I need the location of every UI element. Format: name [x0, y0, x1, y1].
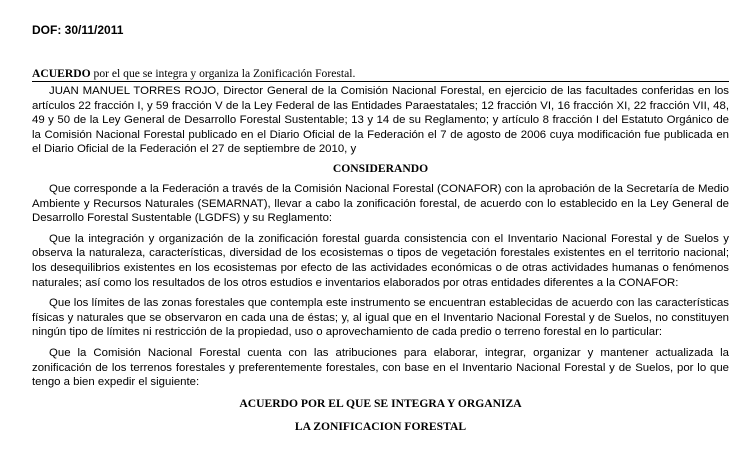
acuerdo-heading-line-1: ACUERDO POR EL QUE SE INTEGRA Y ORGANIZA [239, 396, 522, 410]
considerando-paragraph-2: Que la integración y organización de la zonificación forestal guarda consistencia con el Inventario Nacional Forestal y de Suelos y observa la naturaleza, características, diversidad de los ecosistemas o tipos de vegetación forestales existentes en el territorio nacional; los desequilibrios existentes en los ecosistemas por efecto de las actividades económicas o de otras actividades humanas o fenómenos naturales; así como los resultados de los otros estudios e inventarios elaborados por otras entidades diferentes a la CONAFOR: [32, 232, 729, 289]
intro-paragraph: JUAN MANUEL TORRES ROJO, Director General de la Comisión Nacional Forestal, en ejercicio de las facultades conferidas en los artículos 22 fracción I, y 59 fracción V de la Ley Federal de las Entidades Paraestatales; 12 fracción VI, 16 fracción XI, 22 fracción VII, 48, 49 y 50 de la Ley General de Desarrollo Forestal Sustentable; 13 y 14 de su Reglamento; y artículo 8 fracción I del Estatuto Orgánico de la Comisión Nacional Forestal publicado en el Diario Oficial de la Federación el 7 de agosto de 2006 cuya modificación fue publicada en el Diario Oficial de la Federación el 27 de septiembre de 2010, y [32, 85, 729, 156]
document-title [32, 67, 729, 82]
considerando-heading: CONSIDERANDO [332, 161, 429, 175]
document-title-bold: ACUERDO [32, 67, 91, 80]
considerando-paragraph-3: Que los límites de las zonas forestales que contempla este instrumento se encuentran establecidas de acuerdo con las características físicas y naturales que se observaron en cada una de éstas; y, al igual que en el Inventario Nacional Forestal y de Suelos, no constituyen ningún tipo de límites ni restricción de la propiedad, uso o aprovechamiento de cada predio o terreno forestal en lo particular: [32, 297, 729, 339]
acuerdo-heading-line-2: LA ZONIFICACION FORESTAL [294, 419, 467, 433]
considerando-paragraph-1: Que corresponde a la Federación a través de la Comisión Nacional Forestal (CONAFOR) con la aprobación de la Secretaría de Medio Ambiente y Recursos Naturales (SEMARNAT), llevar a cabo la zonificación forestal, de acuerdo con lo establecido en la Ley General de Desarrollo Forestal Sustentable (LGDFS) y su Reglamento: [32, 182, 729, 225]
document-title-rest: por el que se integra y organiza la Zonificación Forestal. [90, 67, 356, 80]
dof-date-label: DOF: 30/11/2011 [32, 23, 124, 37]
considerando-paragraph-4: Que la Comisión Nacional Forestal cuenta con las atribuciones para elaborar, integrar, organizar y mantener actualizada la zonificación de los terrenos forestales y preferentemente forestales, con base en el Inventario Nacional Forestal y de Suelos, por lo que tengo a bien expedir el siguiente: [32, 346, 729, 389]
document-body [32, 67, 729, 434]
